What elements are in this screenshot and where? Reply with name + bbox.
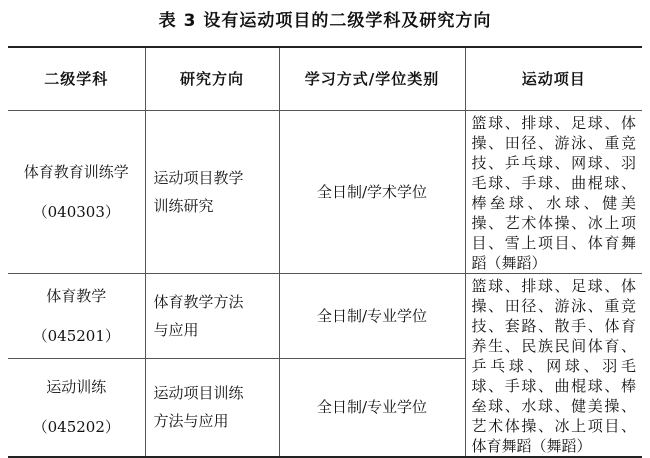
subject-name: 体育教育训练学 (23, 163, 129, 181)
direction-cell (145, 358, 279, 457)
subject-code: （045202） (32, 418, 120, 437)
projects-cell: 篮球、排球、足球、体操、田径、游泳、重竞技、乒乓球、网球、羽毛球、手球、曲棍球、棒垒球、水球、健美操、艺术体操、冰上项目、雪上项目、体育舞蹈（舞蹈） (465, 111, 642, 274)
subject-code: （045201） (32, 326, 120, 345)
header-subject: 二级学科 (8, 47, 145, 111)
disciplines-table (8, 46, 642, 458)
direction-cell (145, 111, 279, 274)
projects-cell: 篮球、排球、足球、体操、田径、游泳、重竞技、套路、散手、体育养生、民族民间体育、乒乓球、网球、羽毛球、手球、曲棍球、棒垒球、水球、健美操、艺术体操、冰上项目、体育舞蹈（舞蹈） (465, 274, 642, 458)
table-row (8, 111, 642, 274)
mode-cell: 全日制/专业学位 (279, 274, 465, 359)
mode-cell: 全日制/专业学位 (279, 358, 465, 457)
direction-cell (145, 274, 279, 359)
subject-name: 运动训练 (46, 378, 107, 397)
direction-line: 方法与应用 (153, 412, 229, 431)
header-mode: 学习方式/学位类别 (279, 47, 465, 111)
direction-line: 与应用 (153, 320, 199, 339)
header-direction: 研究方向 (145, 47, 279, 111)
direction-line: 体育教学方法 (153, 292, 244, 311)
subject-cell (8, 274, 145, 359)
direction-line: 运动项目教学 (153, 169, 244, 187)
table-header-row (8, 47, 642, 111)
header-projects: 运动项目 (465, 47, 642, 111)
subject-cell (8, 358, 145, 457)
table-row (8, 274, 642, 359)
subject-name: 体育教学 (46, 286, 107, 305)
mode-cell: 全日制/学术学位 (279, 111, 465, 274)
direction-line: 训练研究 (153, 197, 214, 215)
direction-line: 运动项目训练 (153, 384, 244, 403)
table-title: 表 3 设有运动项目的二级学科及研究方向 (158, 11, 492, 31)
subject-cell (8, 111, 145, 274)
subject-code: （040303） (32, 203, 120, 221)
